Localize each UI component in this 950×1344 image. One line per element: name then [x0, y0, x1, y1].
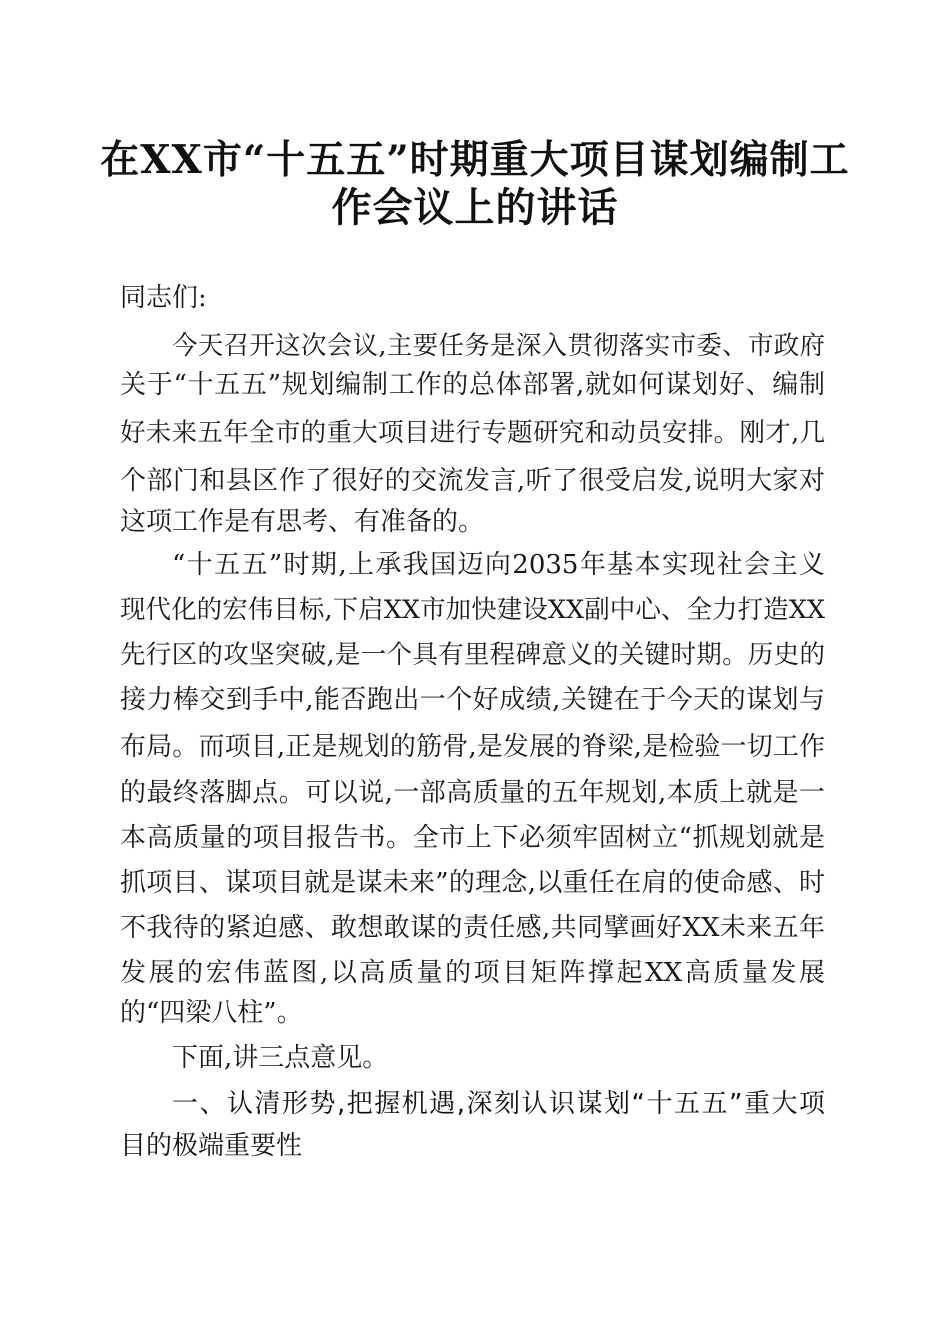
paragraph-2-line-6: 的最终落脚点。可以说,一部高质量的五年规划,本质上就是一 [120, 778, 825, 808]
paragraph-2-line-4: 接力棒交到手中,能否跑出一个好成绩,关键在于今天的谋划与 [120, 685, 825, 715]
paragraph-1-line-1: 今天召开这次会议,主要任务是深入贯彻落实市委、市政府 [172, 331, 825, 361]
section-heading-line-2: 目的极端重要性 [120, 1131, 303, 1161]
paragraph-1-line-4: 个部门和县区作了很好的交流发言,听了很受启发,说明大家对 [120, 466, 825, 496]
paragraph-2-line-9: 不我待的紧迫感、敢想敢谋的责任感,共同擘画好XX未来五年 [120, 913, 825, 943]
paragraph-2-line-10: 发展的宏伟蓝图,以高质量的项目矩阵撑起XX高质量发展 [120, 958, 825, 988]
paragraph-2-line-5: 布局。而项目,正是规划的筋骨,是发展的脊梁,是检验一切工作 [120, 732, 825, 762]
paragraph-2-line-1: “十五五”时期,上承我国迈向2035年基本实现社会主义 [172, 550, 825, 580]
paragraph-3-line-1: 下面,讲三点意见。 [172, 1043, 389, 1073]
paragraph-2-line-2: 现代化的宏伟目标,下启XX市加快建设XX副中心、全力打造XX [120, 595, 825, 625]
paragraph-1-line-2: 关于“十五五”规划编制工作的总体部署,就如何谋划好、编制 [120, 370, 825, 400]
paragraph-1-line-3: 好未来五年全市的重大项目进行专题研究和动员安排。刚才,几 [120, 418, 825, 448]
salutation: 同志们: [120, 283, 207, 313]
paragraph-2-line-7: 本高质量的项目报告书。全市上下必须牢固树立“抓规划就是 [120, 823, 825, 853]
section-heading-line-1: 一、认清形势,把握机遇,深刻认识谋划“十五五”重大项 [172, 1089, 825, 1119]
paragraph-2-line-11: 的“四梁八柱”。 [120, 998, 303, 1028]
paragraph-2-line-8: 抓项目、谋项目就是谋未来”的理念,以重任在肩的使命感、时 [120, 868, 825, 898]
document-title-line-1: 在XX市“十五五”时期重大项目谋划编制工 [100, 137, 850, 183]
document-title-line-2: 作会议上的讲话 [331, 184, 619, 231]
paragraph-2-line-3: 先行区的攻坚突破,是一个具有里程碑意义的关键时期。历史的 [120, 640, 825, 670]
paragraph-1-line-5: 这项工作是有思考、有准备的。 [120, 507, 485, 537]
